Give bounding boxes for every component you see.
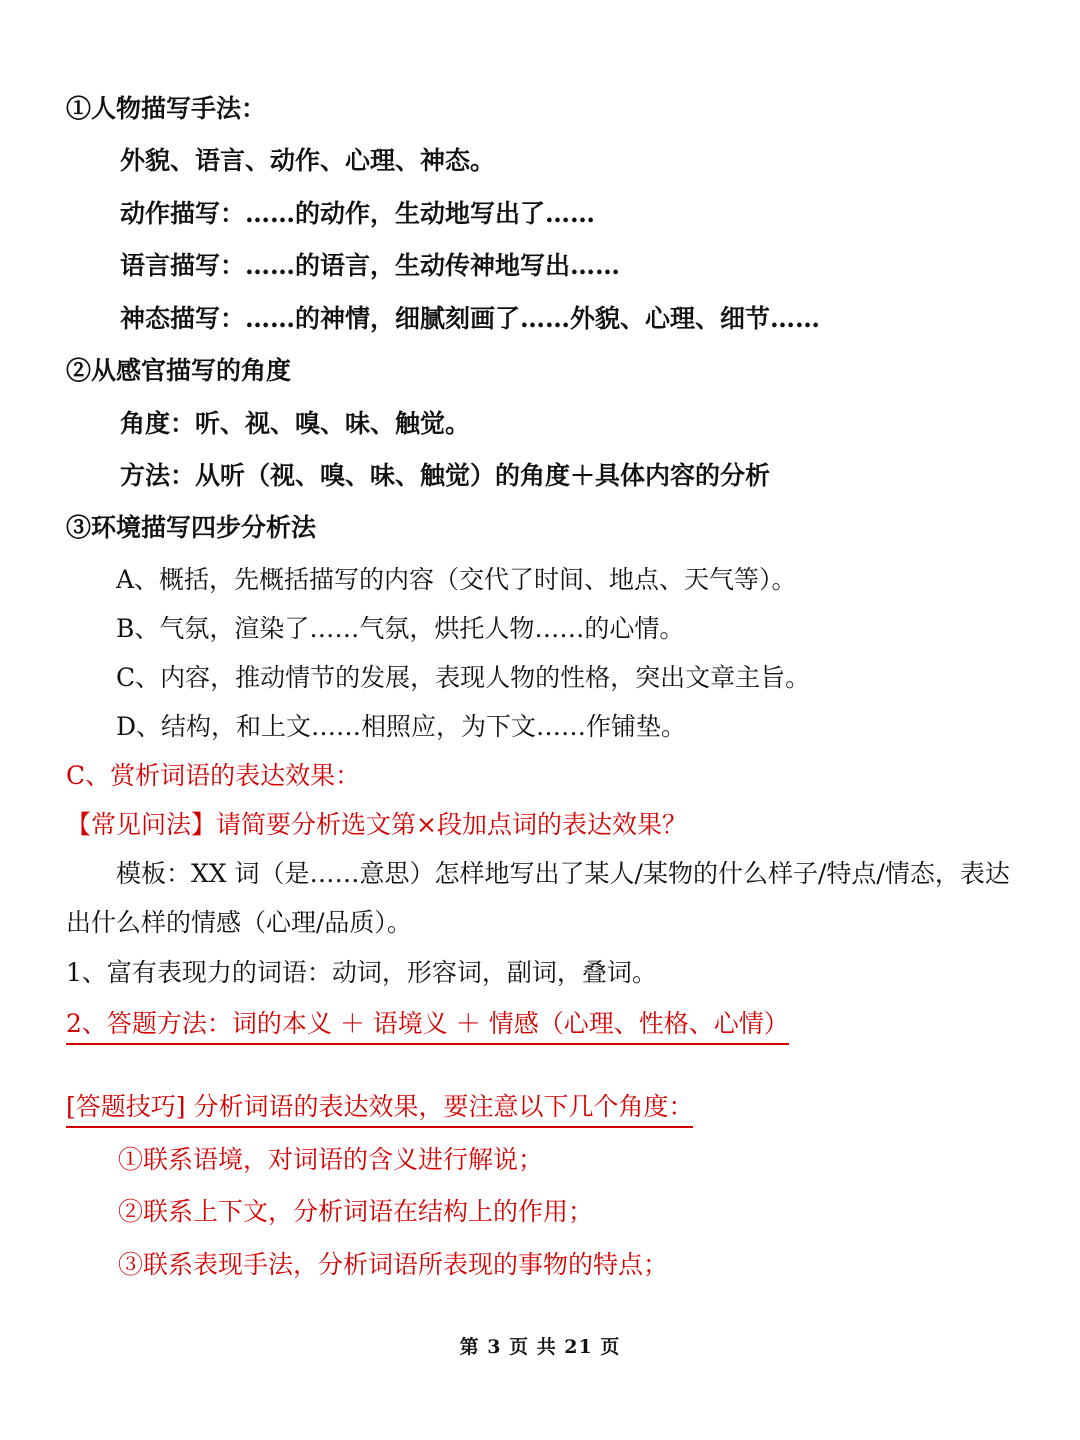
answer-template-line-2: 出什么样的情感（心理/品质）。 (66, 908, 412, 937)
environment-step-d: D、结构，和上文……相照应，为下文……作铺垫。 (116, 712, 687, 741)
heading-word-appreciation: C、赏析词语的表达效果： (66, 761, 361, 790)
tip-technique: ③联系表现手法，分析词语所表现的事物的特点； (118, 1250, 669, 1279)
tip-context: ①联系语境，对词语的含义进行解说； (118, 1145, 544, 1174)
heading-answer-tips: [答题技巧] 分析词语的表达效果，要注意以下几个角度： (66, 1090, 693, 1128)
heading-sensory-description: ②从感官描写的角度 (66, 356, 292, 385)
speech-description-line: 语言描写：……的语言，生动传神地写出…… (120, 251, 621, 280)
answer-method-point: 2、答题方法：词的本义 ＋ 语境义 ＋ 情感（心理、性格、心情） (66, 1007, 789, 1045)
environment-step-a: A、概括，先概括描写的内容（交代了时间、地点、天气等）。 (116, 565, 797, 594)
environment-step-c: C、内容，推动情节的发展，表现人物的性格，突出文章主旨。 (116, 663, 811, 692)
heading-character-description: ①人物描写手法： (66, 94, 267, 123)
tip-structure: ②联系上下文，分析词语在结构上的作用； (118, 1197, 594, 1226)
expression-description-line: 神态描写：……的神情，细腻刻画了……外貌、心理、细节…… (120, 304, 821, 333)
environment-step-b: B、气氛，渲染了……气氛，烘托人物……的心情。 (116, 614, 685, 643)
sensory-method-line: 方法：从听（视、嗅、味、触觉）的角度＋具体内容的分析 (120, 461, 771, 490)
common-question-line: 【常见问法】请简要分析选文第×段加点词的表达效果？ (66, 810, 687, 839)
sensory-angles-line: 角度：听、视、嗅、味、触觉。 (120, 409, 471, 438)
page-number-footer: 第 3 页 共 21 页 (459, 1336, 621, 1358)
answer-template-line-1: 模板：XX 词（是……意思）怎样地写出了某人/某物的什么样子/特点/情态，表达 (116, 859, 1010, 888)
action-description-line: 动作描写：……的动作，生动地写出了…… (120, 199, 596, 228)
character-description-types: 外貌、语言、动作、心理、神态。 (120, 146, 496, 175)
expressive-words-point: 1、富有表现力的词语：动词，形容词，副词，叠词。 (66, 958, 657, 987)
heading-environment-description: ③环境描写四步分析法 (66, 513, 317, 542)
